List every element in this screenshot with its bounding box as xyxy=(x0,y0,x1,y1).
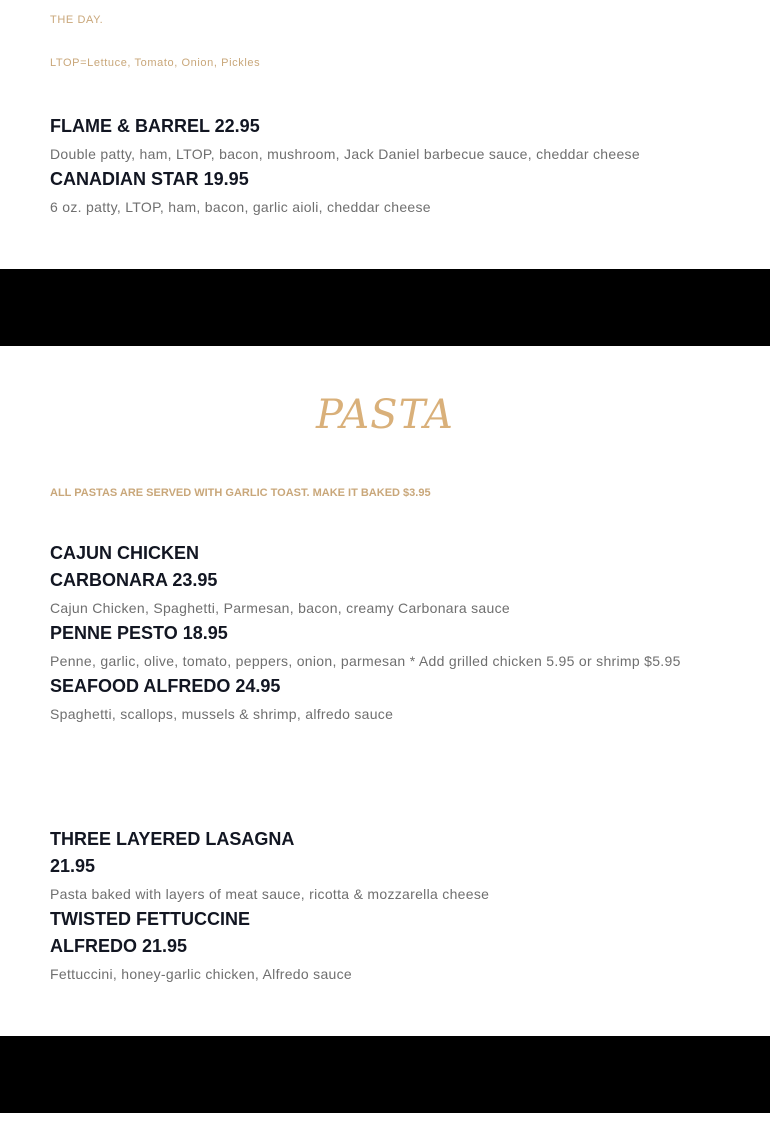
menu-item-title: CANADIAN STAR 19.95 xyxy=(50,169,249,189)
menu-item-title: SEAFOOD ALFREDO 24.95 xyxy=(50,676,281,696)
menu-item-title: FLAME & BARREL 22.95 xyxy=(50,116,260,136)
pasta-item-three-layered-lasagna xyxy=(50,826,720,910)
black-divider-band-bottom xyxy=(0,1036,770,1113)
burger-item-flame-barrel xyxy=(50,113,720,170)
menu-item-description: Double patty, ham, LTOP, bacon, mushroom, Jack Daniel barbecue sauce, cheddar cheese xyxy=(50,146,640,162)
section-title-pasta: PASTA xyxy=(316,392,454,438)
pasta-note: ALL PASTAS ARE SERVED WITH GARLIC TOAST. MAKE IT BAKED $3.95 xyxy=(50,487,431,499)
menu-item-title-line2: CARBONARA 23.95 xyxy=(50,570,218,590)
menu-item-description: Spaghetti, scallops, mussels & shrimp, alfredo sauce xyxy=(50,706,394,722)
menu-item-description: Penne, garlic, olive, tomato, peppers, onion, parmesan * Add grilled chicken 5.95 or shrimp $5.95 xyxy=(50,653,681,669)
burger-item-canadian-star xyxy=(50,166,720,223)
menu-item-title: PENNE PESTO 18.95 xyxy=(50,623,228,643)
pasta-item-cajun-chicken-carbonara xyxy=(50,540,720,624)
burger-note-ltop: LTOP=Lettuce, Tomato, Onion, Pickles xyxy=(50,57,261,69)
menu-item-title-line2: ALFREDO 21.95 xyxy=(50,936,188,956)
burger-note-day: THE DAY. xyxy=(50,14,104,26)
menu-item-title-line1: CAJUN CHICKEN xyxy=(50,543,200,563)
pasta-item-twisted-fettuccine-alfredo xyxy=(50,906,720,990)
menu-item-description: Pasta baked with layers of meat sauce, ricotta & mozzarella cheese xyxy=(50,886,490,902)
menu-item-description: Fettuccini, honey-garlic chicken, Alfredo sauce xyxy=(50,966,353,982)
pasta-item-seafood-alfredo xyxy=(50,673,720,730)
pasta-item-penne-pesto xyxy=(50,620,720,677)
menu-item-title-line2: 21.95 xyxy=(50,856,96,876)
menu-item-description: Cajun Chicken, Spaghetti, Parmesan, bacon, creamy Carbonara sauce xyxy=(50,600,510,616)
menu-item-title-line1: TWISTED FETTUCCINE xyxy=(50,909,250,929)
black-divider-band xyxy=(0,269,770,346)
menu-item-description: 6 oz. patty, LTOP, ham, bacon, garlic aioli, cheddar cheese xyxy=(50,199,431,215)
menu-item-title-line1: THREE LAYERED LASAGNA xyxy=(50,829,295,849)
